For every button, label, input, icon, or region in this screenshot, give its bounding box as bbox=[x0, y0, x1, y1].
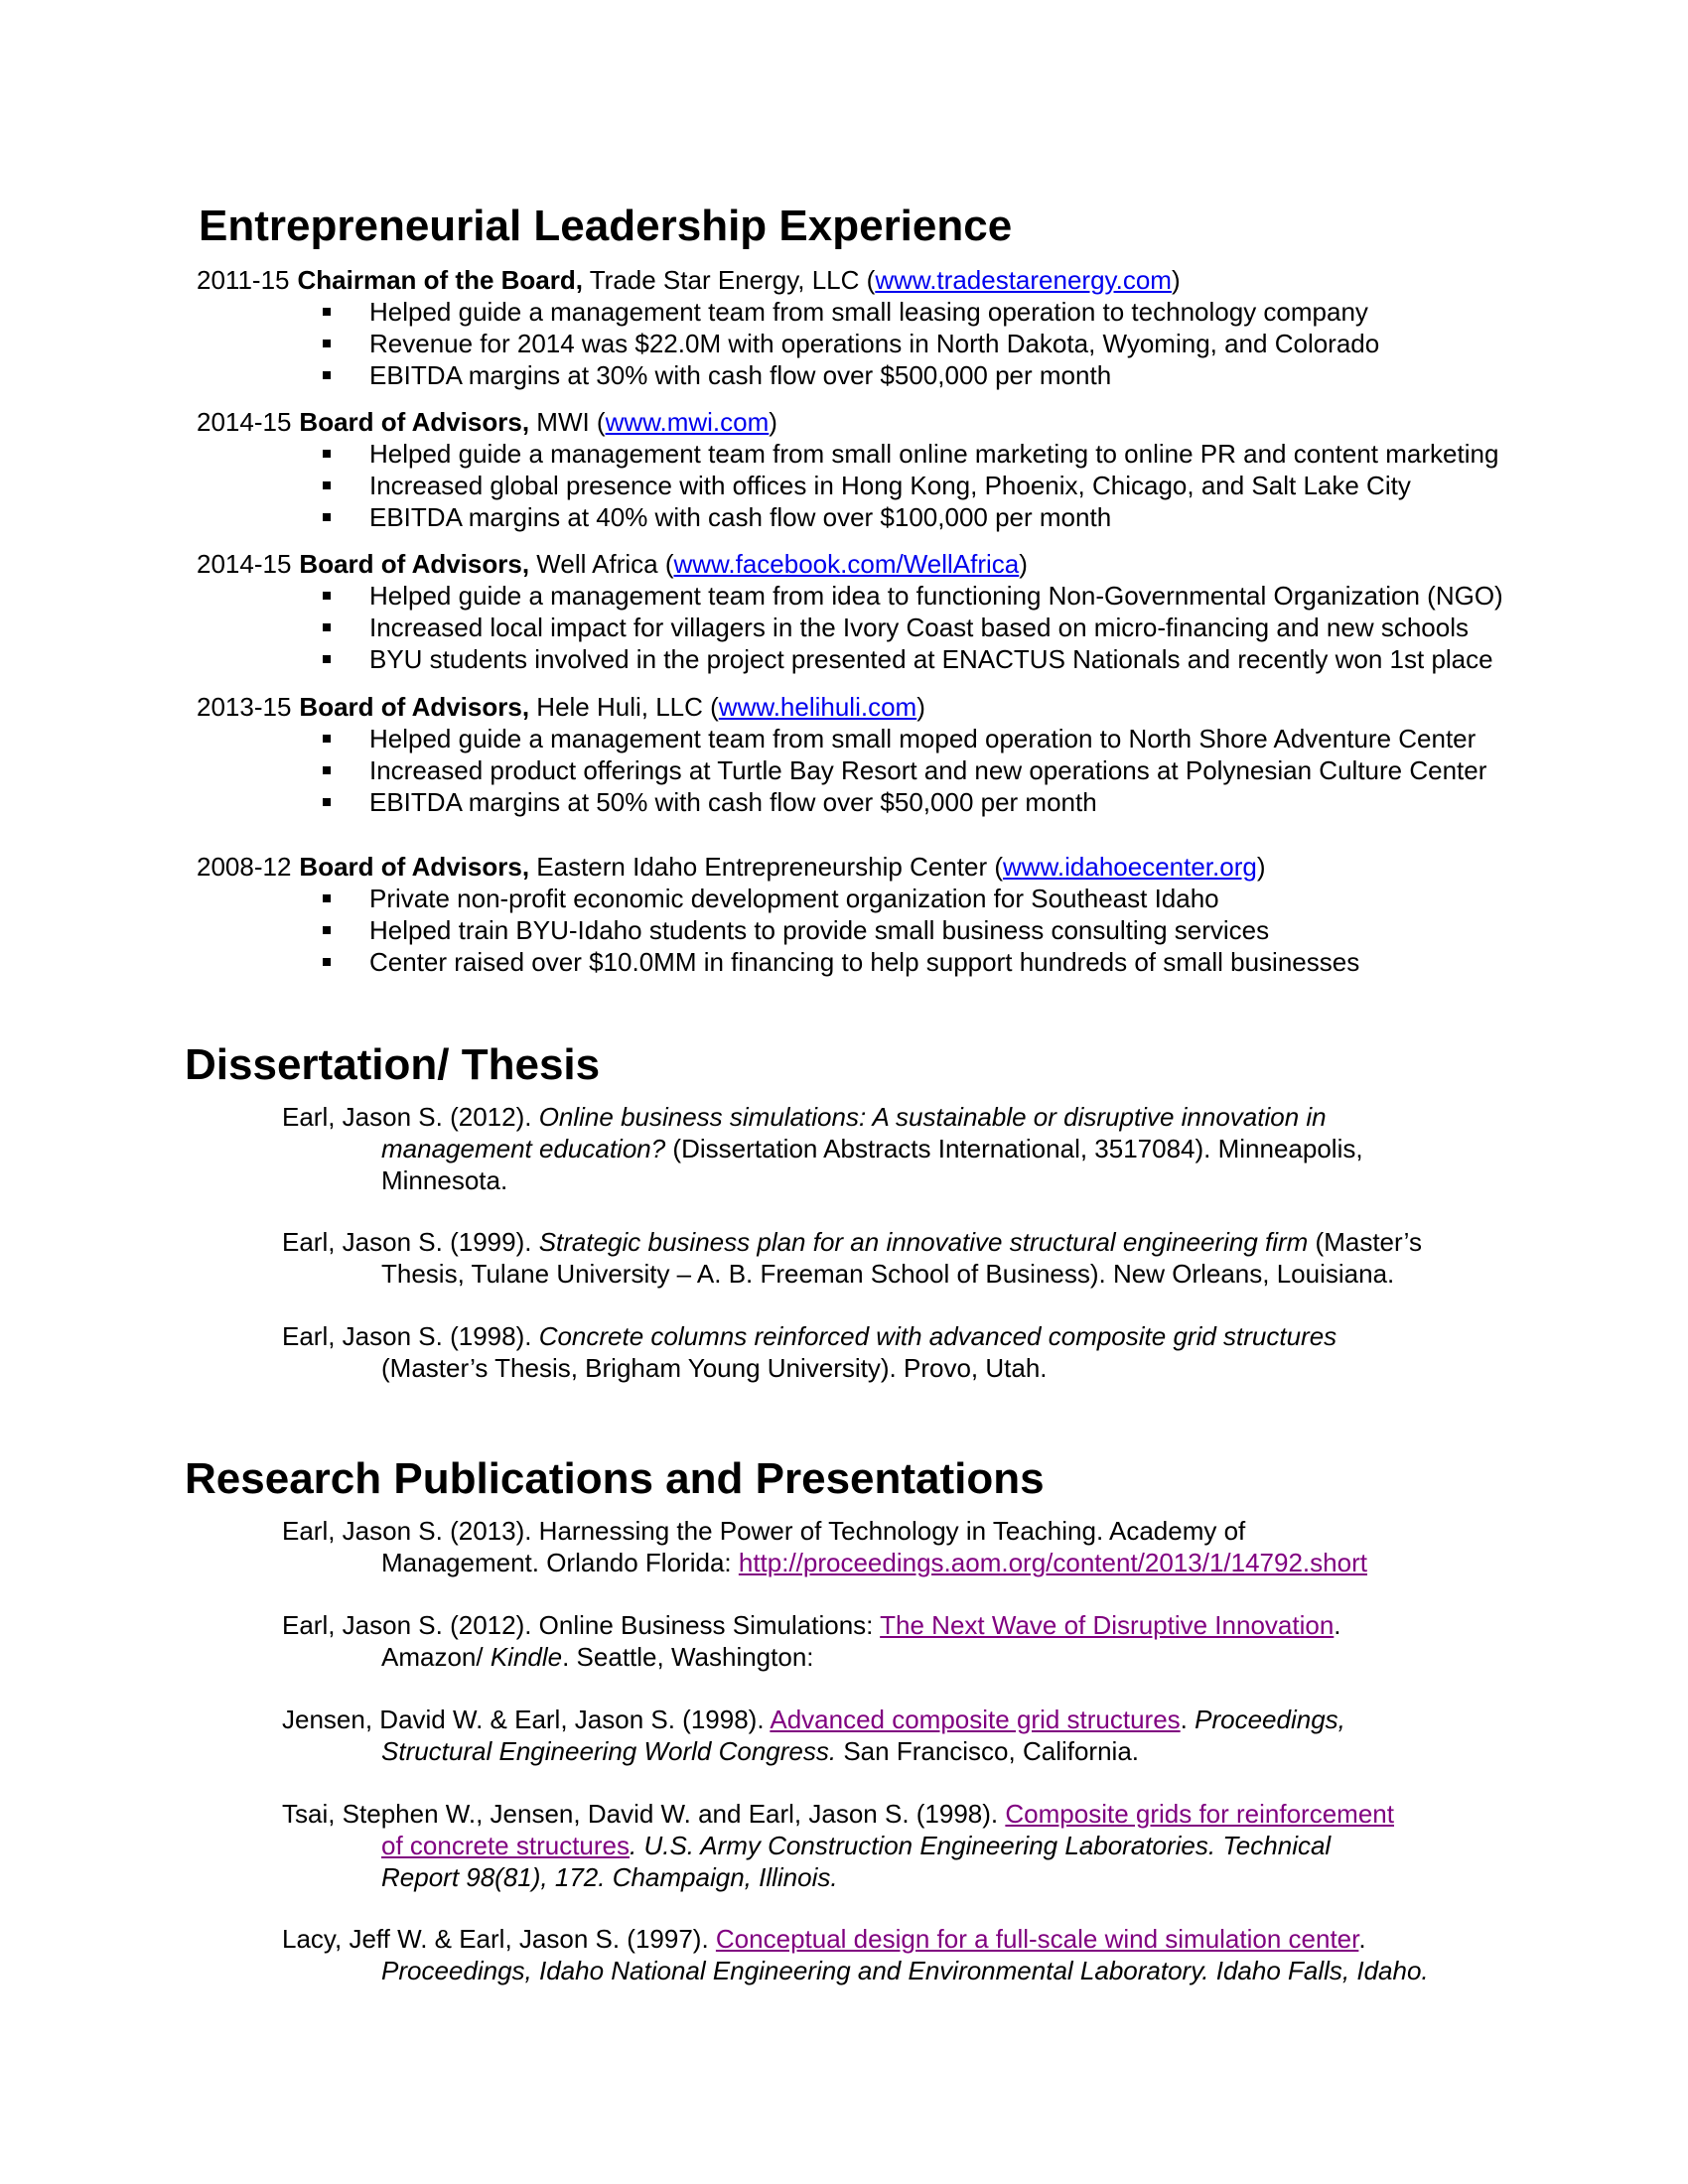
research-reference: Tsai, Stephen W., Jensen, David W. and Earl, Jason S. (1998). Composite grids for reinforcement of concrete structures. U.S. Army Construction Engineering Laboratories. Technical Report 98(81), 172. Champaign, Illinois. bbox=[282, 1799, 1394, 1892]
bullet-icon bbox=[323, 655, 331, 663]
experience-entry bbox=[197, 548, 1607, 675]
bullet-icon bbox=[323, 308, 331, 316]
bullet-icon bbox=[323, 926, 331, 934]
entry-role: Board of Advisors, bbox=[299, 852, 530, 882]
section-heading-dissertation: Dissertation/ Thesis bbox=[185, 1040, 601, 1089]
section-heading-experience: Entrepreneurial Leadership Experience bbox=[199, 202, 1013, 250]
list-item: Helped guide a management team from small moped operation to North Shore Adventure Center bbox=[197, 723, 1607, 754]
list-item: Increased global presence with offices in Hong Kong, Phoenix, Chicago, and Salt Lake City bbox=[197, 470, 1607, 501]
bullet-icon bbox=[323, 798, 331, 806]
list-item: Helped train BYU-Idaho students to provide small business consulting services bbox=[197, 914, 1607, 946]
reference-link[interactable]: Advanced composite grid structures bbox=[770, 1705, 1181, 1734]
experience-entry bbox=[197, 264, 1607, 391]
bullet-icon bbox=[323, 340, 331, 347]
experience-entry bbox=[197, 406, 1607, 533]
entry-heading: 2008-12 Board of Advisors, Eastern Idaho Entrepreneurship Center (www.idahoecenter.org) bbox=[197, 852, 1266, 882]
experience-entry bbox=[197, 691, 1607, 818]
list-item: Helped guide a management team from small online marketing to online PR and content marketing bbox=[197, 438, 1607, 470]
list-item: Center raised over $10.0MM in financing to help support hundreds of small businesses bbox=[197, 946, 1607, 978]
bullet-icon bbox=[323, 958, 331, 966]
research-reference: Jensen, David W. & Earl, Jason S. (1998). Advanced composite grid structures. Proceedings, Structural Engineering World Congress. San Francisco, California. bbox=[282, 1705, 1345, 1766]
research-reference: Earl, Jason S. (2013). Harnessing the Power of Technology in Teaching. Academy of Management. Orlando Florida: http://proceedings.aom.org/content/2013/1/14792.short bbox=[282, 1516, 1367, 1577]
entry-years: 2014-15 bbox=[197, 549, 292, 579]
entry-years: 2011-15 bbox=[197, 265, 290, 295]
entry-org: Hele Huli, LLC ( bbox=[529, 692, 719, 722]
list-item: Helped guide a management team from small leasing operation to technology company bbox=[197, 296, 1607, 328]
dissertation-reference: Earl, Jason S. (1999). Strategic business plan for an innovative structural engineering firm (Master’s Thesis, Tulane University – A. B. Freeman School of Business). New Orleans, Louisiana. bbox=[282, 1227, 1422, 1289]
entry-role: Board of Advisors, bbox=[299, 549, 530, 579]
research-reference: Lacy, Jeff W. & Earl, Jason S. (1997). Conceptual design for a full-scale wind simulation center. Proceedings, Idaho National Engineering and Environmental Laboratory. Idaho Falls, Idaho. bbox=[282, 1924, 1429, 1985]
entry-role: Chairman of the Board, bbox=[297, 265, 583, 295]
bullet-icon bbox=[323, 894, 331, 902]
reference-link[interactable]: Composite grids for reinforcement bbox=[1005, 1799, 1394, 1829]
entry-role: Board of Advisors, bbox=[299, 407, 530, 437]
entry-website-link[interactable]: www.helihuli.com bbox=[718, 692, 917, 722]
list-item: Revenue for 2014 was $22.0M with operations in North Dakota, Wyoming, and Colorado bbox=[197, 328, 1607, 359]
list-item: Private non-profit economic development organization for Southeast Idaho bbox=[197, 883, 1607, 914]
bullet-icon bbox=[323, 481, 331, 489]
entry-years: 2008-12 bbox=[197, 852, 292, 882]
experience-entry bbox=[197, 851, 1607, 978]
dissertation-reference: Earl, Jason S. (2012). Online business simulations: A sustainable or disruptive innovation in management education? (Dissertation Abstracts International, 3517084). Minneapolis, Minnesota. bbox=[282, 1102, 1363, 1195]
entry-role: Board of Advisors, bbox=[299, 692, 530, 722]
bullet-icon bbox=[323, 513, 331, 521]
list-item: EBITDA margins at 30% with cash flow over $500,000 per month bbox=[197, 359, 1607, 391]
bullet-icon bbox=[323, 623, 331, 631]
research-reference: Earl, Jason S. (2012). Online Business Simulations: The Next Wave of Disruptive Innovation. Amazon/ Kindle. Seattle, Washington: bbox=[282, 1610, 1341, 1672]
reference-link[interactable]: Conceptual design for a full-scale wind simulation center bbox=[715, 1924, 1359, 1954]
entry-years: 2013-15 bbox=[197, 692, 292, 722]
entry-org: MWI ( bbox=[529, 407, 606, 437]
bullet-icon bbox=[323, 592, 331, 600]
entry-heading: 2013-15 Board of Advisors, Hele Huli, LLC (www.helihuli.com) bbox=[197, 692, 925, 722]
entry-website-link[interactable]: www.idahoecenter.org bbox=[1003, 852, 1257, 882]
entry-website-link[interactable]: www.facebook.com/WellAfrica bbox=[673, 549, 1020, 579]
entry-website-link[interactable]: www.mwi.com bbox=[605, 407, 770, 437]
bullet-icon bbox=[323, 371, 331, 379]
entry-org: Well Africa ( bbox=[529, 549, 674, 579]
list-item: BYU students involved in the project presented at ENACTUS Nationals and recently won 1st place bbox=[197, 643, 1607, 675]
list-item: EBITDA margins at 40% with cash flow over $100,000 per month bbox=[197, 501, 1607, 533]
entry-years: 2014-15 bbox=[197, 407, 292, 437]
reference-link[interactable]: http://proceedings.aom.org/content/2013/1/14792.short bbox=[738, 1548, 1367, 1577]
entry-org: Eastern Idaho Entrepreneurship Center ( bbox=[529, 852, 1003, 882]
entry-heading: 2014-15 Board of Advisors, MWI (www.mwi.com) bbox=[197, 407, 777, 437]
bullet-icon bbox=[323, 450, 331, 458]
list-item: Increased local impact for villagers in the Ivory Coast based on micro-financing and new schools bbox=[197, 612, 1607, 643]
entry-org: Trade Star Energy, LLC ( bbox=[582, 265, 876, 295]
entry-heading: 2014-15 Board of Advisors, Well Africa (www.facebook.com/WellAfrica) bbox=[197, 549, 1028, 579]
section-heading-research: Research Publications and Presentations bbox=[185, 1454, 1045, 1503]
list-item: Helped guide a management team from idea to functioning Non-Governmental Organization (NGO) bbox=[197, 580, 1607, 612]
entry-website-link[interactable]: www.tradestarenergy.com bbox=[875, 265, 1172, 295]
entry-heading: 2011-15 Chairman of the Board, Trade Star Energy, LLC (www.tradestarenergy.com) bbox=[197, 265, 1181, 295]
reference-link[interactable]: of concrete structures bbox=[381, 1831, 630, 1860]
dissertation-reference: Earl, Jason S. (1998). Concrete columns reinforced with advanced composite grid structures (Master’s Thesis, Brigham Young University). Provo, Utah. bbox=[282, 1321, 1337, 1383]
bullet-icon bbox=[323, 766, 331, 774]
reference-link[interactable]: The Next Wave of Disruptive Innovation bbox=[880, 1610, 1335, 1640]
list-item: EBITDA margins at 50% with cash flow over $50,000 per month bbox=[197, 786, 1607, 818]
list-item: Increased product offerings at Turtle Bay Resort and new operations at Polynesian Culture Center bbox=[197, 754, 1607, 786]
bullet-icon bbox=[323, 735, 331, 743]
